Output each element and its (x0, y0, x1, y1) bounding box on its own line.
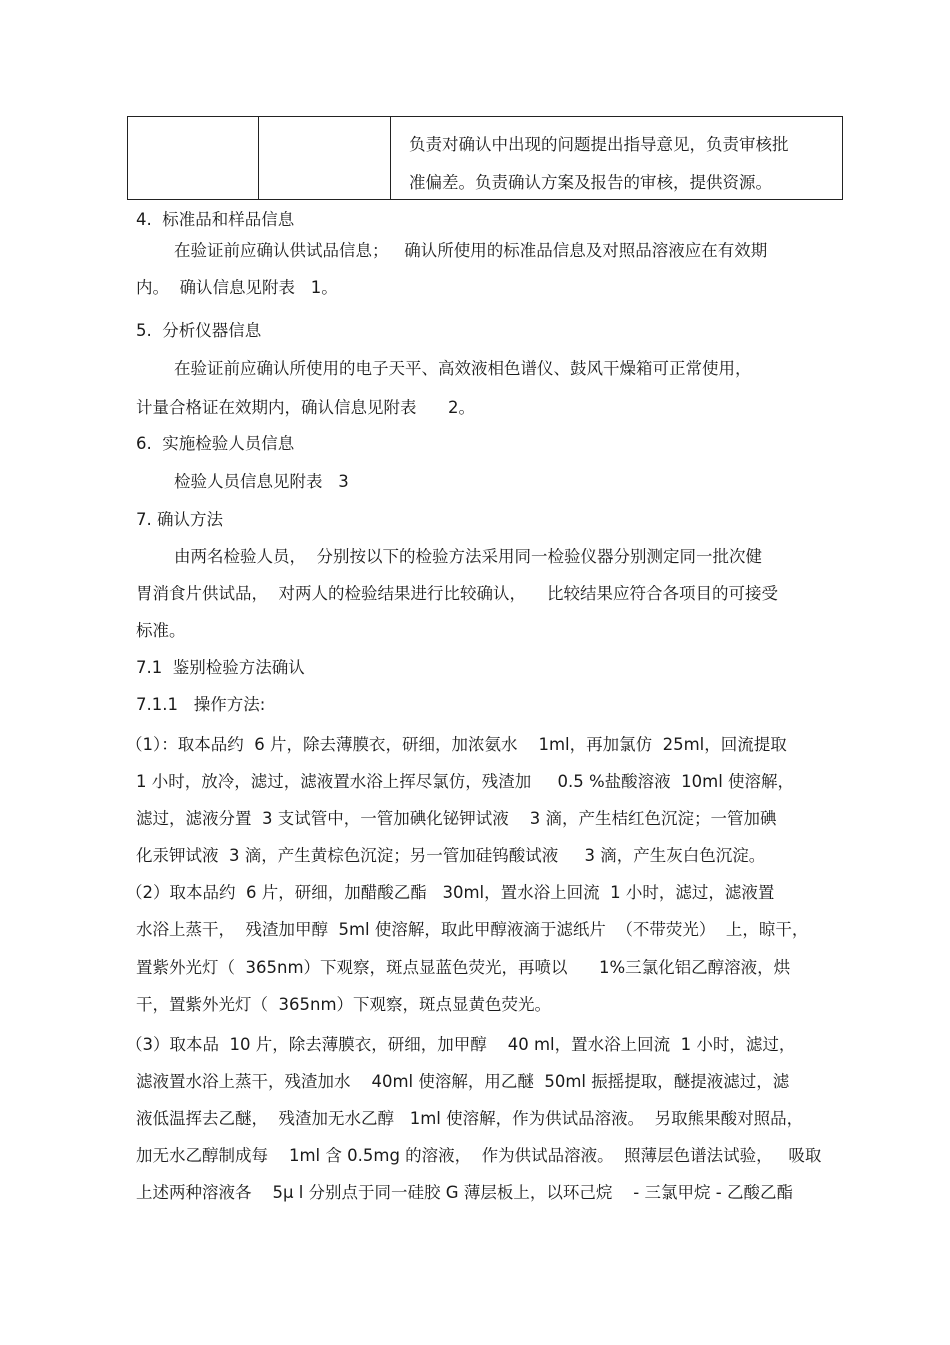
paragraph-line: 干，置紫外光灯（ 365nm）下观察，斑点显黄色荧光。 (136, 995, 552, 1014)
paragraph-line: 由两名检验人员， 分别按以下的检验方法采用同一检验仪器分别测定同一批次健 (174, 547, 762, 566)
paragraph-line: 检验人员信息见附表 3 (174, 472, 349, 491)
paragraph-line: 滤液置水浴上蒸干，残渣加水 40ml 使溶解，用乙醚 50ml 振摇提取，醚提液滤过，滤 (136, 1072, 790, 1091)
paragraph-line: 在验证前应确认供试品信息； 确认所使用的标准品信息及对照品溶液应在有效期 (174, 241, 768, 260)
paragraph-line: 滤过，滤液分置 3 支试管中，一管加碘化铋钾试液 3 滴，产生桔红色沉淀；一管加碘 (136, 809, 777, 828)
paragraph-line: 液低温挥去乙醚， 残渣加无水乙醇 1ml 使溶解，作为供试品溶液。 另取熊果酸对照品， (136, 1109, 804, 1128)
paragraph-line: 内。 确认信息见附表 1。 (136, 278, 338, 297)
paragraph-line: （3）取本品 10 片，除去薄膜衣，研细，加甲醇 40 ml，置水浴上回流 1 小时，滤过， (126, 1035, 796, 1054)
paragraph-line: 水浴上蒸干， 残渣加甲醇 5ml 使溶解，取此甲醇液滴于滤纸片 （不带荧光） 上，晾干， (136, 920, 809, 939)
table-cell-text: 负责对确认中出现的问题提出指导意见，负责审核批 (409, 135, 789, 154)
paragraph-line: 计量合格证在效期内，确认信息见附表 2。 (136, 398, 475, 417)
paragraph-line: 标准。 (136, 621, 186, 640)
paragraph-line: 胃消食片供试品， 对两人的检验结果进行比较确认， 比较结果应符合各项目的可接受 (136, 584, 778, 603)
subsection-heading: 7.1 鉴别检验方法确认 (136, 658, 305, 677)
paragraph-line: 上述两种溶液各 5μ l 分别点于同一硅胶 G 薄层板上，以环己烷 - 三氯甲烷 - 乙酸乙酯 (136, 1183, 793, 1202)
paragraph-line: 加无水乙醇制成每 1ml 含 0.5mg 的溶液， 作为供试品溶液。 照薄层色谱法试验， 吸取 (136, 1146, 822, 1165)
paragraph-line: （2）取本品约 6 片，研细，加醋酸乙酯 30ml，置水浴上回流 1 小时，滤过，滤液置 (126, 883, 775, 902)
section-heading: 7. 确认方法 (136, 510, 223, 529)
section-heading: 5. 分析仪器信息 (136, 321, 262, 340)
section-heading: 4. 标准品和样品信息 (136, 210, 295, 229)
paragraph-line: 化汞钾试液 3 滴，产生黄棕色沉淀；另一管加硅钨酸试液 3 滴，产生灰白色沉淀。 (136, 846, 766, 865)
subsection-heading: 7.1.1 操作方法: (136, 695, 266, 714)
paragraph-line: 在验证前应确认所使用的电子天平、高效液相色谱仪、鼓风干燥箱可正常使用， (174, 359, 752, 378)
table-cell (398, 117, 842, 199)
section-heading: 6. 实施检验人员信息 (136, 434, 295, 453)
table-divider (390, 117, 391, 199)
paragraph-line: （1）：取本品约 6 片，除去薄膜衣，研细，加浓氨水 1ml，再加氯仿 25ml，回流提取 (126, 735, 787, 754)
responsibility-table (127, 116, 843, 200)
table-cell-text: 准偏差。负责确认方案及报告的审核，提供资源。 (409, 173, 772, 192)
paragraph-line: 置紫外光灯（ 365nm）下观察，斑点显蓝色荧光，再喷以 1%三氯化铝乙醇溶液，烘 (136, 958, 791, 977)
table-divider (258, 117, 259, 199)
paragraph-line: 1 小时，放冷，滤过，滤液置水浴上挥尽氯仿，残渣加 0.5 %盐酸溶液 10ml 使溶解， (136, 772, 795, 791)
